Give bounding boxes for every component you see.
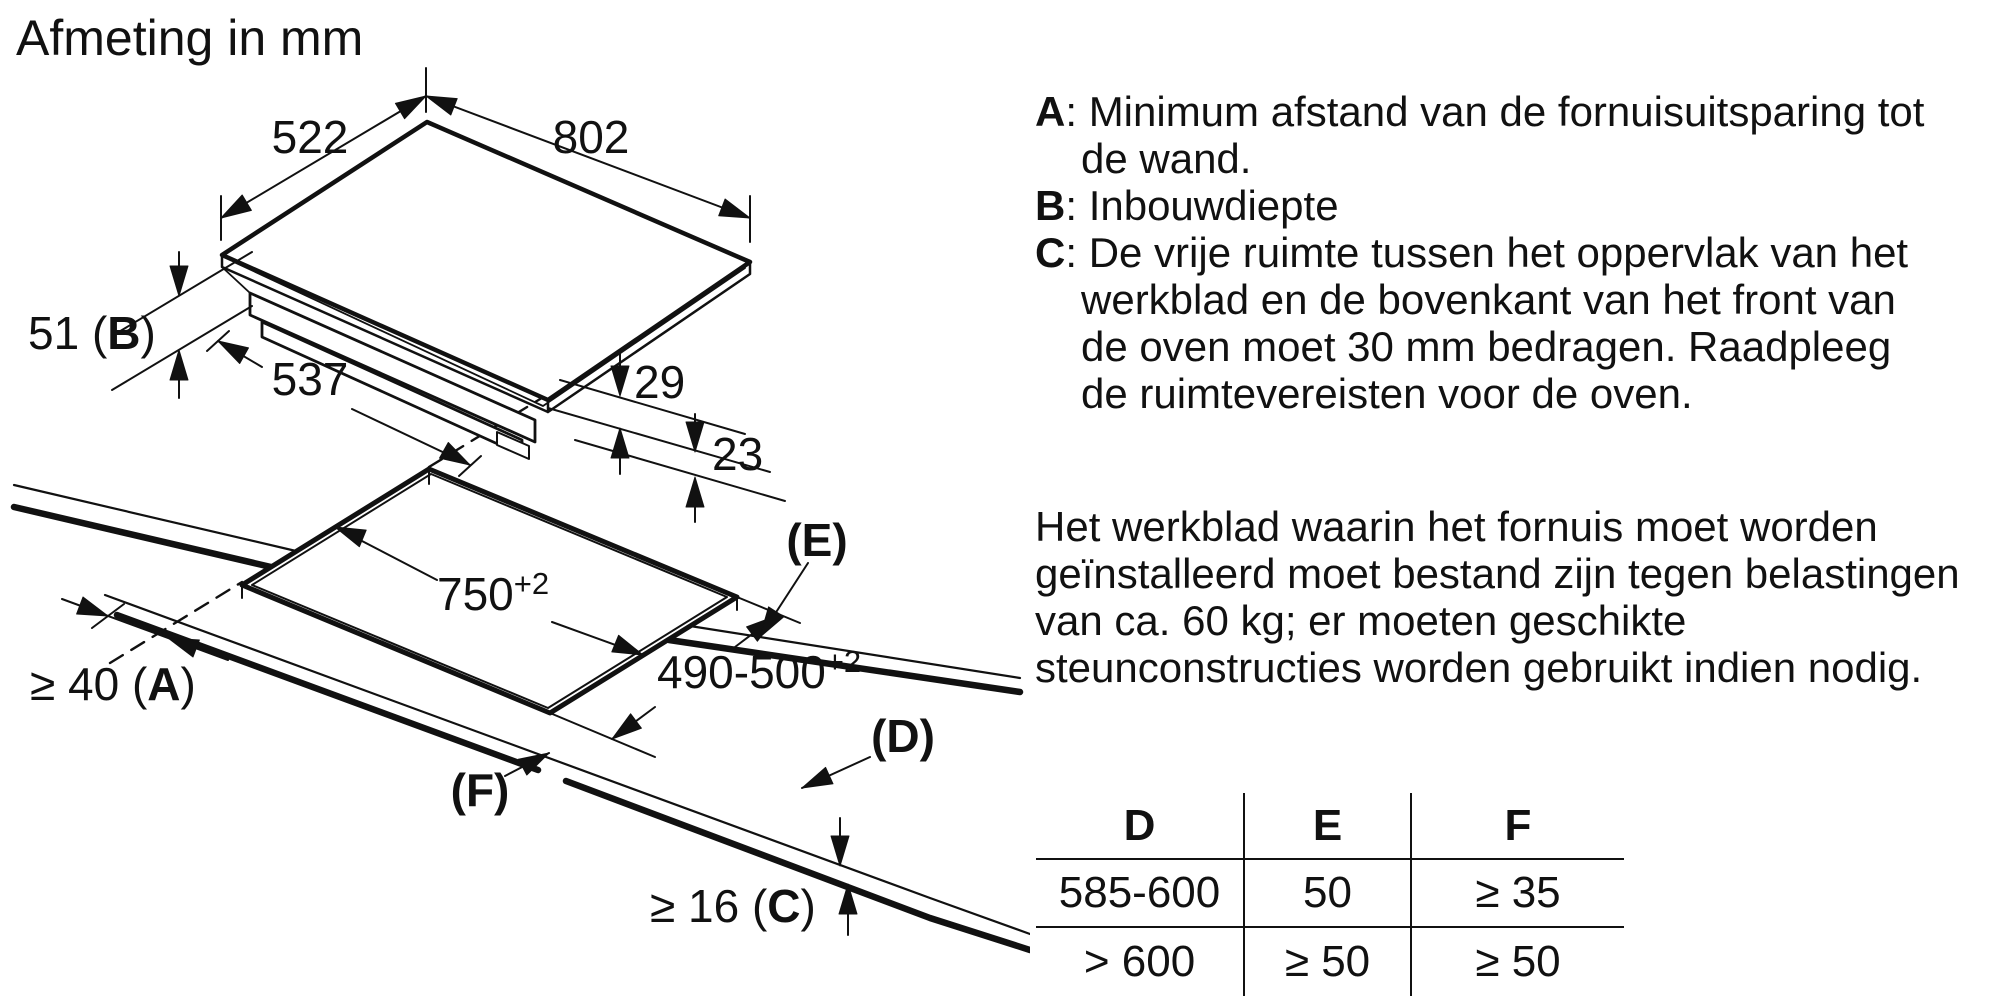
dim-thickness-c: [831, 818, 857, 935]
cell-f1: ≥ 35: [1411, 859, 1624, 927]
legend-key-c: C: [1035, 229, 1066, 276]
label-e-arrow: [760, 563, 808, 637]
legend-key-a: A: [1035, 88, 1066, 135]
legend-key-b: B: [1035, 182, 1066, 229]
legend-item-a: A: Minimum afstand van de fornuisuitsparing tot de wand.: [1035, 88, 1925, 182]
label-d: (D): [871, 710, 935, 762]
worktop-note: Het werkblad waarin het fornuis moet worden geïnstalleerd moet bestand zijn tegen belastingen van ca. 60 kg; er moeten geschikte steunconstructies worden gebruikt indien nodig.: [1035, 503, 1960, 691]
table-header-row: [1036, 793, 1624, 859]
dim-750-label: $750^{+2}$: [437, 566, 550, 620]
label-e: (E): [786, 514, 848, 566]
cooktop-outline: [222, 122, 750, 459]
dim-490-500-label: $490-500^{+2}$: [657, 644, 862, 698]
cell-e2: ≥ 50: [1244, 927, 1411, 996]
dim-522-label: 522: [271, 111, 349, 163]
dim-51b-label: 51 (B): [28, 307, 156, 359]
label-d-arrow: [802, 757, 870, 788]
table-row: [1036, 859, 1624, 927]
dim-23-label: 23: [712, 428, 764, 480]
legend-list: [1035, 88, 1965, 417]
col-header-f: F: [1411, 793, 1624, 859]
legend-item-c: C: De vrije ruimte tussen het oppervlak van het werkblad en de bovenkant van het front van de oven moet 30 mm bedragen. Raadpleeg de ruimtevereisten voor de oven.: [1035, 229, 1909, 417]
legend-text-a: Minimum afstand van de fornuisuitsparing tot de wand.: [1081, 88, 1925, 182]
cell-f2: ≥ 50: [1411, 927, 1624, 996]
col-header-d: D: [1036, 793, 1244, 859]
worktop-cutout: [242, 469, 800, 757]
label-f-arrow: [505, 753, 549, 776]
legend-text-c: De vrije ruimte tussen het oppervlak van het werkblad en de bovenkant van het front van de oven moet 30 mm bedragen. Raadpleeg de ruimtevereisten voor de oven.: [1081, 229, 1909, 417]
legend-text-b: Inbouwdiepte: [1088, 182, 1339, 229]
clearance-table: [1036, 793, 1624, 996]
label-f: (F): [450, 764, 510, 816]
dim-537-label: 537: [271, 353, 349, 405]
table-row: [1036, 927, 1624, 996]
page-title: Afmeting in mm: [16, 10, 364, 66]
dim-29-label: 29: [634, 356, 686, 408]
clearance-c-label: ≥ 16 (C): [650, 880, 816, 932]
dim-802-label: 802: [552, 111, 630, 163]
cell-d1: 585-600: [1036, 859, 1244, 927]
legend-item-b: B: Inbouwdiepte: [1035, 182, 1339, 229]
col-header-e: E: [1244, 793, 1411, 859]
clearance-a-label: ≥ 40 (A): [30, 658, 196, 710]
cell-d2: > 600: [1083, 937, 1196, 986]
cell-e1: 50: [1244, 859, 1411, 927]
